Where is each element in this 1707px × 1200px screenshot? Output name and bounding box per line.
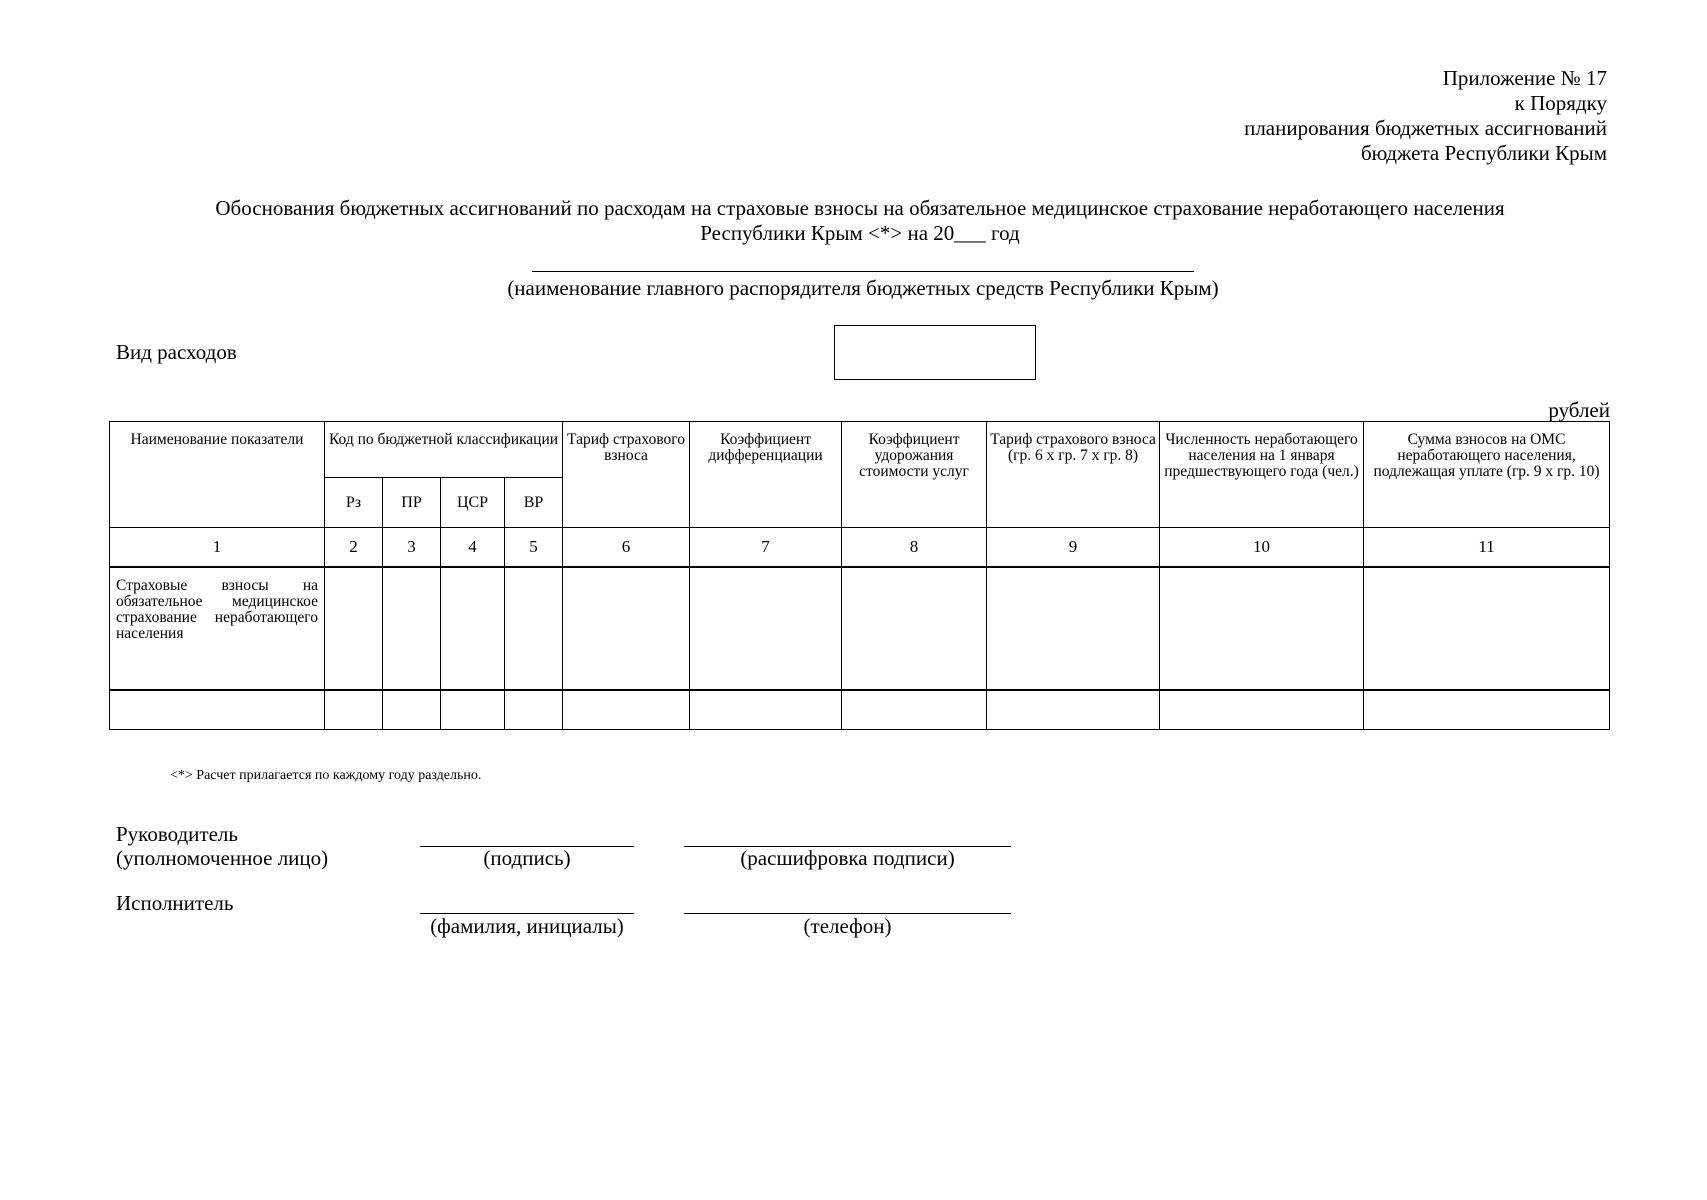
header-cost-coef: Коэффициент удорожания стоимости услуг [842,422,987,528]
table-row [110,690,1610,730]
distributor-caption: (наименование главного распорядителя бюджетных средств Республики Крым) [507,276,1219,300]
header-name: Наименование показатели [110,422,325,528]
cell-empty[interactable] [441,690,505,730]
header-rz: Рз [325,478,383,528]
document-title [110,196,1610,246]
column-number: 2 [325,528,383,567]
units-label: рублей [1548,398,1610,422]
cell-empty[interactable] [1160,690,1364,730]
cell-sum[interactable] [1364,567,1610,690]
head-label: Руководитель [116,822,238,846]
executor-phone-caption: (телефон) [803,914,892,938]
distributor-name-line[interactable] [532,271,1194,272]
column-number: 3 [383,528,441,567]
cell-empty[interactable] [987,690,1160,730]
header-diff-coef: Коэффициент дифференциации [690,422,842,528]
row-label-insurance: Страховые взносы на обязательное медицинское страхование неработающего населения [110,567,325,690]
column-number: 6 [563,528,690,567]
column-number: 8 [842,528,987,567]
signature-caption: (подпись) [483,846,571,870]
table-row [110,567,1610,690]
expense-type-label: Вид расходов [116,340,237,364]
title-line-2: Республики Крым <*> на 20___ год [700,221,1020,245]
cell-tariff-calc[interactable] [987,567,1160,690]
cell-empty[interactable] [690,690,842,730]
cell-empty[interactable] [505,690,563,730]
column-number: 9 [987,528,1160,567]
header-tariff-calc: Тариф страхового взноса (гр. 6 x гр. 7 x гр. 8) [987,422,1160,528]
cell-diff-coef[interactable] [690,567,842,690]
column-number: 5 [505,528,563,567]
cell-vr[interactable] [505,567,563,690]
appendix-order-ref: к Порядку [1514,91,1607,115]
head-authorized-label: (уполномоченное лицо) [116,846,329,870]
header-sum: Сумма взносов на ОМС неработающего населения, подлежащая уплате (гр. 9 x гр. 10) [1364,422,1610,528]
column-number: 10 [1160,528,1364,567]
column-number: 7 [690,528,842,567]
cell-empty[interactable] [1364,690,1610,730]
column-number: 1 [110,528,325,567]
appendix-planning: планирования бюджетных ассигнований [1244,116,1607,140]
justification-table [109,421,1610,730]
footnote: <*> Расчет прилагается по каждому году раздельно. [170,768,482,783]
cell-empty[interactable] [842,690,987,730]
cell-tariff[interactable] [563,567,690,690]
title-line-1: Обоснования бюджетных ассигнований по расходам на страховые взносы на обязательное медицинское страхование неработающего населения [215,196,1505,220]
appendix-number: Приложение № 17 [1442,66,1607,90]
cell-empty[interactable] [383,690,441,730]
cell-cost-coef[interactable] [842,567,987,690]
cell-empty[interactable] [325,690,383,730]
cell-rz[interactable] [325,567,383,690]
header-population: Численность неработающего населения на 1 января предшествующего года (чел.) [1160,422,1364,528]
cell-csr[interactable] [441,567,505,690]
cell-pr[interactable] [383,567,441,690]
header-pr: ПР [383,478,441,528]
executor-label: Исполнитель [116,891,234,915]
cell-empty[interactable] [563,690,690,730]
cell-population[interactable] [1160,567,1364,690]
header-vr: ВР [505,478,563,528]
header-csr: ЦСР [441,478,505,528]
appendix-note [1244,66,1607,166]
executor-name-caption: (фамилия, инициалы) [430,914,624,938]
cell-empty[interactable] [110,690,325,730]
signature-decoding-caption: (расшифровка подписи) [740,846,955,870]
column-number: 11 [1364,528,1610,567]
header-tariff: Тариф страхового взноса [563,422,690,528]
appendix-budget: бюджета Республики Крым [1360,141,1607,165]
header-code-group: Код по бюджетной классификации [325,422,563,478]
column-number: 4 [441,528,505,567]
expense-type-field[interactable] [834,325,1036,380]
